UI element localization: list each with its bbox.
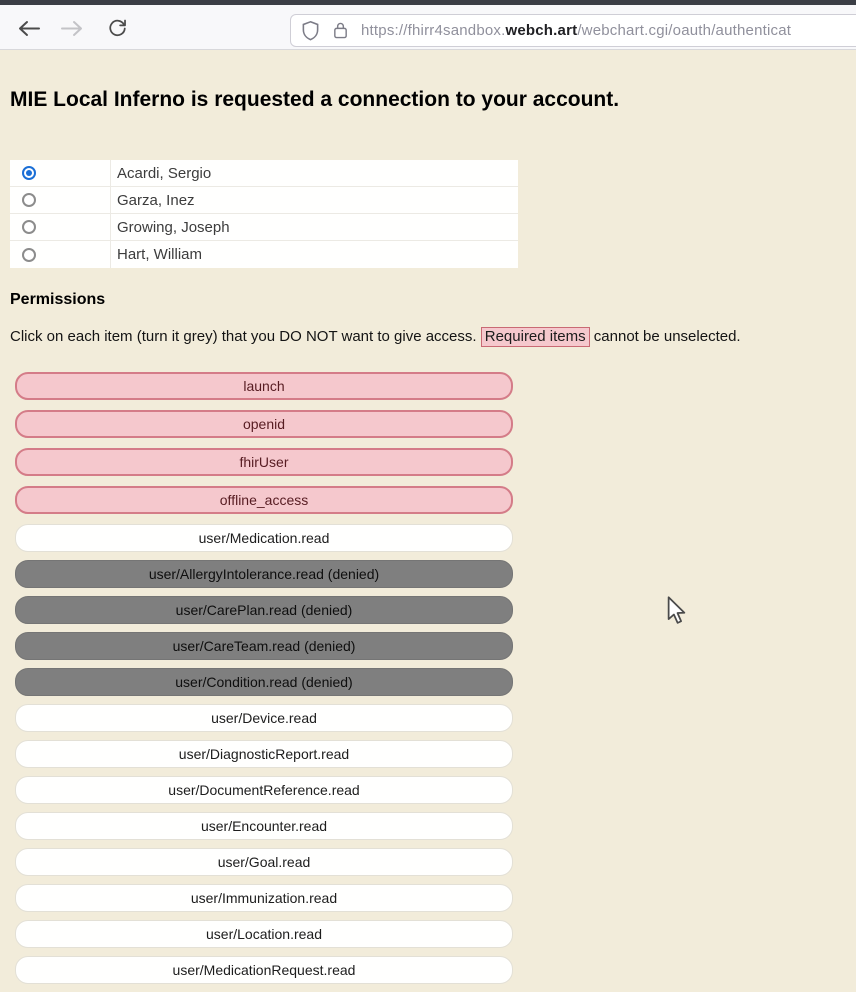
patient-table <box>10 160 518 268</box>
scope-pill-allowed[interactable]: user/Location.read <box>15 920 513 948</box>
patient-name: Hart, William <box>117 246 202 263</box>
url-bar[interactable] <box>290 14 856 47</box>
patient-radio-unselected[interactable] <box>22 248 36 262</box>
patient-radio-cell <box>10 187 111 213</box>
scope-pill-denied[interactable]: user/CarePlan.read (denied) <box>15 596 513 624</box>
scope-pill-allowed[interactable]: user/Goal.read <box>15 848 513 876</box>
url-prefix: https://fhirr4sandbox. <box>361 22 506 39</box>
url-path: /webchart.cgi/oauth/authenticat <box>577 22 792 39</box>
forward-arrow-icon <box>61 20 84 42</box>
forward-button[interactable] <box>60 21 84 41</box>
patient-radio-unselected[interactable] <box>22 220 36 234</box>
scope-pill-allowed[interactable]: user/Device.read <box>15 704 513 732</box>
oauth-consent-page <box>0 51 856 978</box>
patient-name: Garza, Inez <box>117 191 195 209</box>
patient-row <box>10 241 518 268</box>
scope-pill-required[interactable]: offline_access <box>15 486 513 514</box>
instructions-post: cannot be unselected. <box>589 328 741 345</box>
patient-name: Growing, Joseph <box>117 218 230 236</box>
scope-pill-denied[interactable]: user/AllergyIntolerance.read (denied) <box>15 560 513 588</box>
scope-pill-required[interactable]: launch <box>15 372 513 400</box>
url-text[interactable] <box>361 22 791 39</box>
patient-radio-cell <box>10 214 111 240</box>
shield-icon[interactable] <box>301 20 332 41</box>
padlock-icon[interactable] <box>332 20 361 41</box>
browser-toolbar <box>0 5 856 50</box>
reload-icon <box>107 18 128 44</box>
patient-row <box>10 187 518 214</box>
scope-pill-denied[interactable]: user/CareTeam.read (denied) <box>15 632 513 660</box>
patient-radio-selected[interactable] <box>22 166 36 180</box>
patient-radio-cell <box>10 160 111 186</box>
page-title: MIE Local Inferno is requested a connection to your account. <box>10 88 620 111</box>
scope-pill-allowed[interactable]: user/MedicationRequest.read <box>15 956 513 984</box>
permissions-heading: Permissions <box>10 291 106 308</box>
scope-list <box>15 372 513 992</box>
patient-row <box>10 160 518 187</box>
patient-radio-unselected[interactable] <box>22 193 36 207</box>
back-button[interactable] <box>16 21 40 41</box>
scope-pill-allowed[interactable]: user/Medication.read <box>15 524 513 552</box>
patient-radio-cell <box>10 241 111 268</box>
scope-pill-allowed[interactable]: user/DocumentReference.read <box>15 776 513 804</box>
required-items-highlight: Required items <box>481 327 590 347</box>
reload-button[interactable] <box>105 21 129 41</box>
instructions-text <box>10 328 741 345</box>
scope-pill-allowed[interactable]: user/DiagnosticReport.read <box>15 740 513 768</box>
scope-pill-required[interactable]: openid <box>15 410 513 438</box>
patient-row <box>10 214 518 241</box>
back-arrow-icon <box>17 20 40 42</box>
url-domain: webch.art <box>505 22 578 39</box>
scope-pill-allowed[interactable]: user/Immunization.read <box>15 884 513 912</box>
instructions-pre: Click on each item (turn it grey) that you DO NOT want to give access. <box>10 328 481 345</box>
scope-pill-allowed[interactable]: user/Encounter.read <box>15 812 513 840</box>
patient-name: Acardi, Sergio <box>117 164 212 182</box>
scope-pill-denied[interactable]: user/Condition.read (denied) <box>15 668 513 696</box>
scope-pill-required[interactable]: fhirUser <box>15 448 513 476</box>
